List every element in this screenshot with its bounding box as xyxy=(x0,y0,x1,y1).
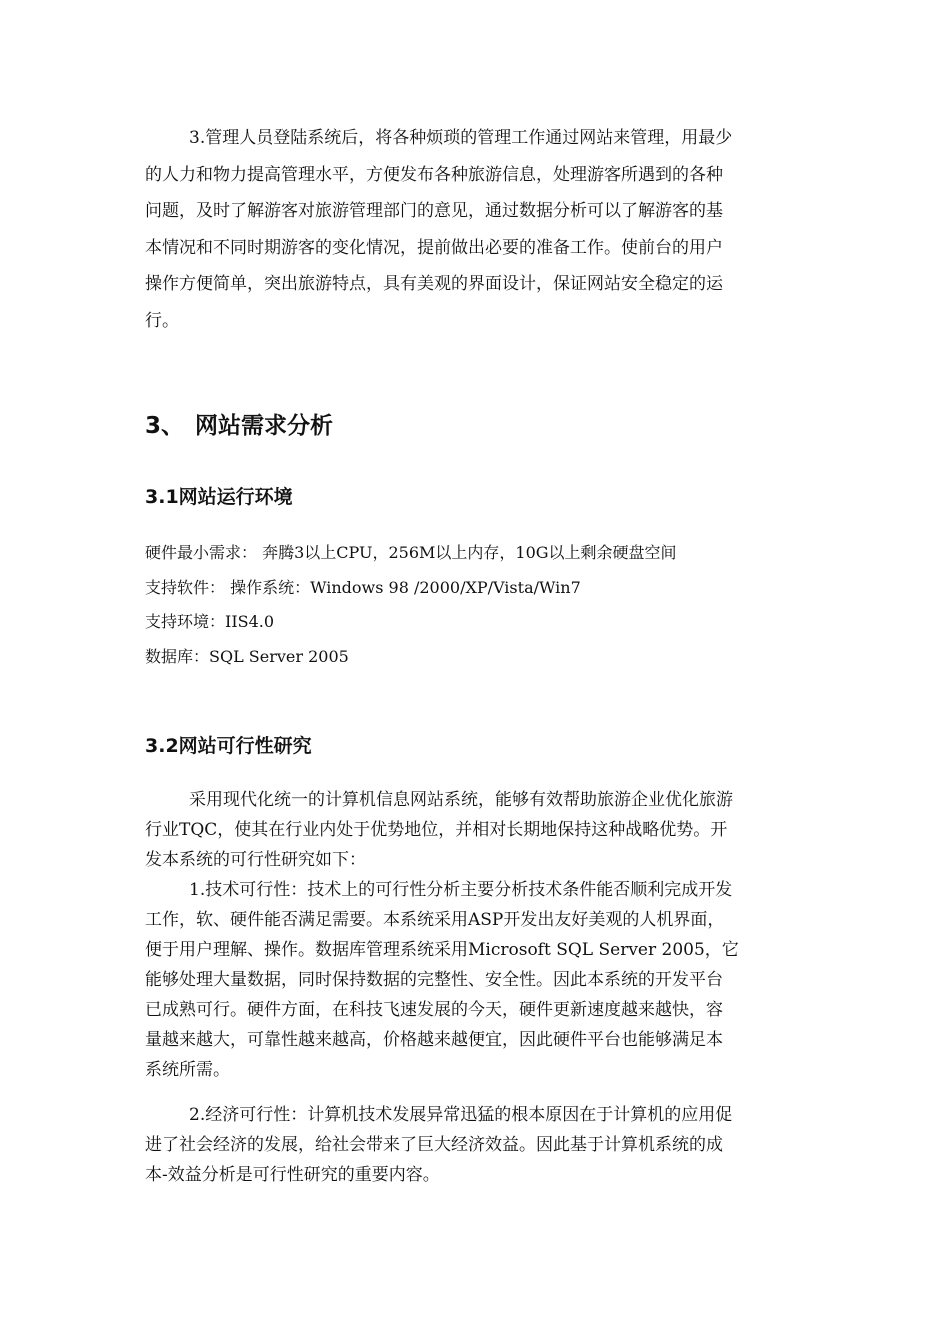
database-info: 数据库：SQL Server 2005 xyxy=(145,646,349,666)
feasibility-intro-paragraph xyxy=(145,785,810,875)
environment-support: 支持环境：IIS4.0 xyxy=(145,612,275,631)
technical-feasibility-paragraph xyxy=(145,875,810,1085)
hardware-requirement: 硬件最小需求： 奔腾3以上CPU，256M以上内存，10G以上剩余硬盘空间 xyxy=(145,543,677,562)
text-line: 量越来越大，可靠性越来越高，价格越来越便宜，因此硬件平台也能够满足本 xyxy=(145,1030,723,1050)
text-line: 本情况和不同时期游客的变化情况，提前做出必要的准备工作。使前台的用户 xyxy=(145,237,723,258)
text-line: 能够处理大量数据，同时保持数据的完整性、安全性。因此本系统的开发平台 xyxy=(145,970,723,990)
text-line: 1.技术可行性：技术上的可行性分析主要分析技术条件能否顺利完成开发 xyxy=(189,880,733,900)
text-line: 的人力和物力提高管理水平，方便发布各种旅游信息，处理游客所遇到的各种 xyxy=(145,164,723,185)
text-line: 采用现代化统一的计算机信息网站系统，能够有效帮助旅游企业优化旅游 xyxy=(189,790,733,810)
text-line: 行。 xyxy=(145,310,179,331)
environment-list xyxy=(145,536,810,674)
software-support: 支持软件： 操作系统：Windows 98 /2000/XP/Vista/Win7 xyxy=(145,577,581,597)
text-line: 2.经济可行性：计算机技术发展异常迅猛的根本原因在于计算机的应用促 xyxy=(189,1105,733,1125)
text-line: 已成熟可行。硬件方面，在科技飞速发展的今天，硬件更新速度越来越快，容 xyxy=(145,1000,723,1020)
text-line: 行业TQC，使其在行业内处于优势地位，并相对长期地保持这种战略优势。开 xyxy=(145,820,728,840)
intro-paragraph xyxy=(145,120,810,339)
text-line: 发本系统的可行性研究如下： xyxy=(145,850,366,870)
section-3-2-heading: 3.2网站可行性研究 xyxy=(145,735,312,757)
text-line: 3.管理人员登陆系统后，将各种烦琐的管理工作通过网站来管理，用最少 xyxy=(189,128,733,148)
section-3-1-heading: 3.1网站运行环境 xyxy=(145,486,293,508)
text-line: 操作方便简单，突出旅游特点，具有美观的界面设计，保证网站安全稳定的运 xyxy=(145,274,723,294)
text-line: 系统所需。 xyxy=(145,1060,230,1080)
text-line: 问题，及时了解游客对旅游管理部门的意见，通过数据分析可以了解游客的基 xyxy=(145,201,723,221)
section-title: 网站需求分析 xyxy=(195,413,333,439)
economic-feasibility-paragraph xyxy=(145,1100,810,1190)
text-line: 本-效益分析是可行性研究的重要内容。 xyxy=(145,1165,440,1185)
text-line: 进了社会经济的发展，给社会带来了巨大经济效益。因此基于计算机系统的成 xyxy=(145,1135,723,1155)
text-line: 工作，软、硬件能否满足需要。本系统采用ASP开发出友好美观的人机界面， xyxy=(145,910,725,930)
section-3-heading xyxy=(145,408,333,444)
text-line: 便于用户理解、操作。数据库管理系统采用Microsoft SQL Server 2005，它 xyxy=(145,940,739,960)
section-number: 3、 xyxy=(145,413,185,439)
